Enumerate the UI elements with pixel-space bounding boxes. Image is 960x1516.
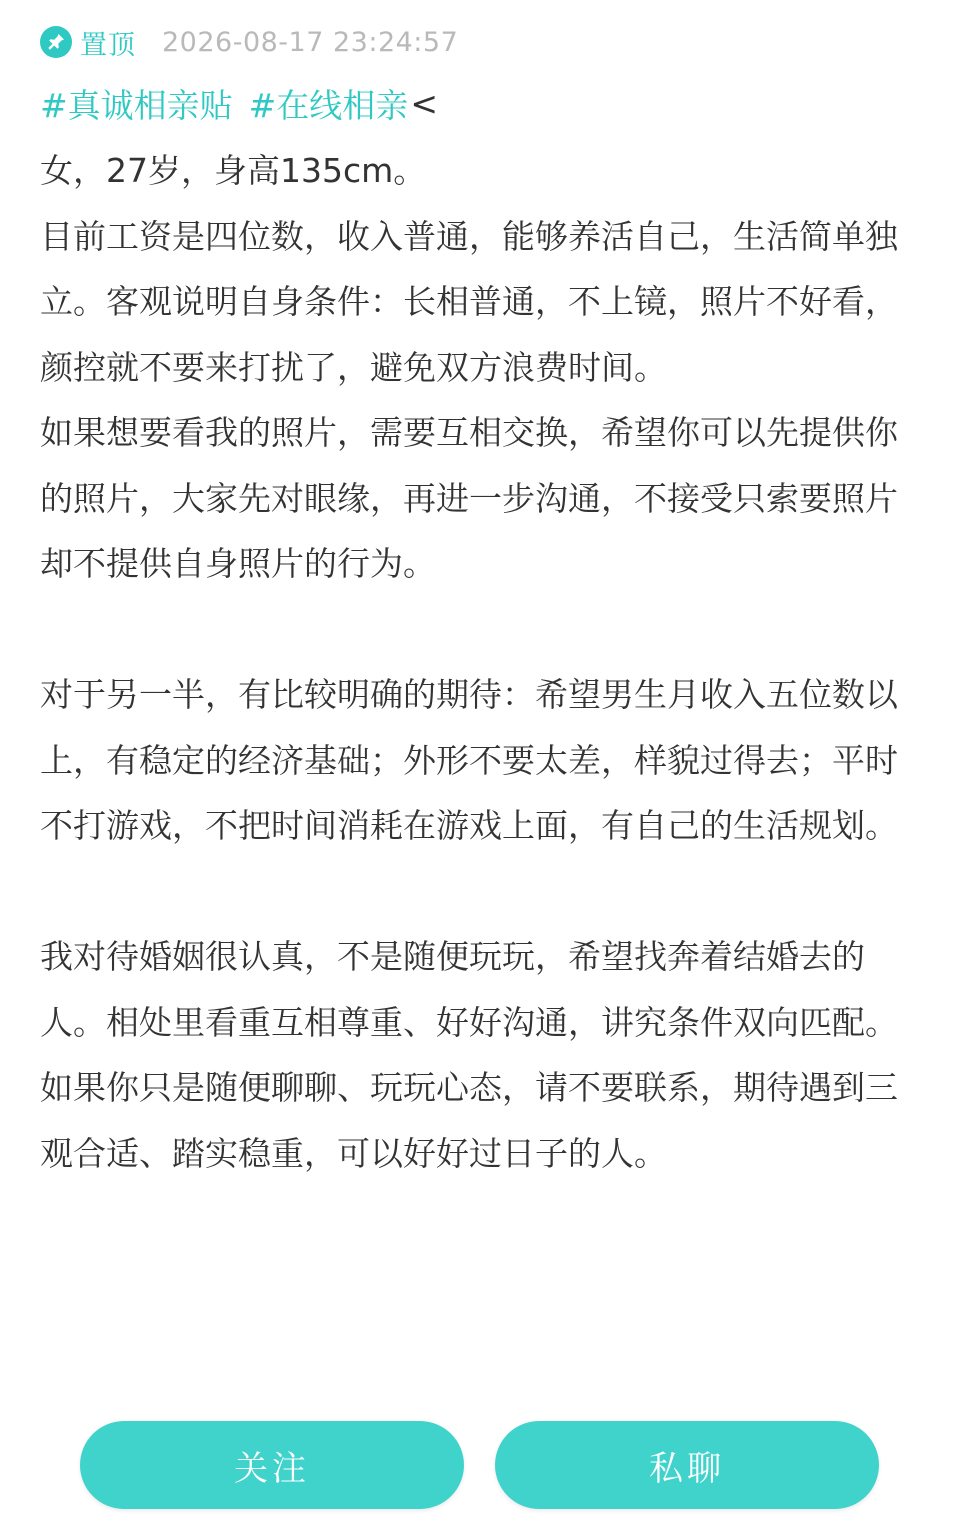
private-chat-button[interactable]: 私聊 — [495, 1421, 879, 1509]
post-paragraph: 我对待婚姻很认真，不是随便玩玩，希望找奔着结婚去的人。相处里看重互相尊重、好好沟通，讲究条件双向匹配。如果你只是随便聊聊、玩玩心态，请不要联系，期待遇到三观合适、踏实稳重，可以好好过日子的人。 — [40, 937, 898, 1173]
tag-link[interactable]: #真诚相亲贴 — [40, 85, 233, 125]
post-line: 女，27岁，身高135cm。 — [40, 151, 427, 190]
post-meta — [40, 22, 458, 62]
post-paragraph: 对于另一半，有比较明确的期待：希望男生月收入五位数以上，有稳定的经济基础；外形不要太差，样貌过得去；平时不打游戏，不把时间消耗在游戏上面，有自己的生活规划。 — [40, 675, 898, 845]
pin-label: 置顶 — [80, 29, 136, 61]
post-timestamp: 2026-08-17 23:24:57 — [162, 26, 459, 58]
post-paragraph: 目前工资是四位数，收入普通，能够养活自己，生活简单独立。客观说明自身条件：长相普通，不上镜，照片不好看，颜控就不要来打扰了，避免双方浪费时间。 — [40, 216, 898, 387]
tag-list — [40, 78, 438, 128]
tag-link[interactable]: #在线相亲 — [248, 85, 409, 125]
paragraph-gap — [40, 597, 920, 663]
post-body — [40, 138, 920, 1186]
tag-tail: < — [410, 83, 438, 123]
follow-button[interactable]: 关注 — [80, 1421, 464, 1509]
post-paragraph: 如果想要看我的照片，需要互相交换，希望你可以先提供你的照片，大家先对眼缘，再进一步沟通，不接受只索要照片却不提供自身照片的行为。 — [40, 413, 898, 583]
paragraph-gap — [40, 859, 920, 925]
pin-icon — [40, 26, 72, 58]
